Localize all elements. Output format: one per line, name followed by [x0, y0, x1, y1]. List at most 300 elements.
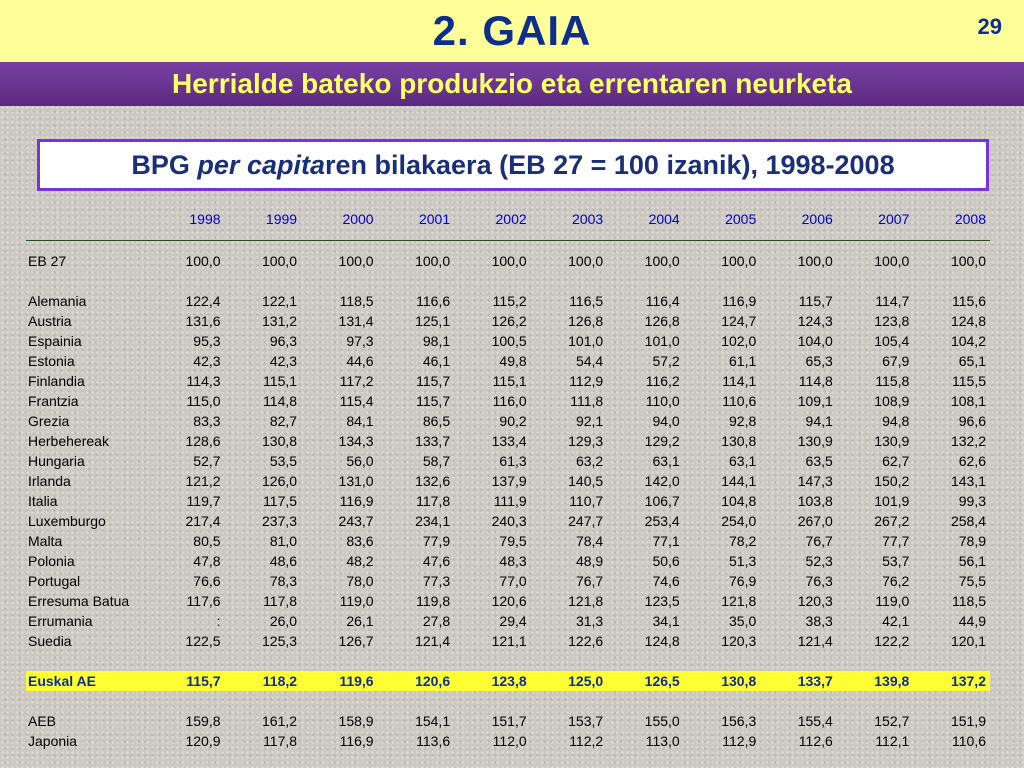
value-cell: 116,2	[645, 373, 680, 389]
value-cell: 61,1	[729, 353, 757, 369]
value-cell: 78,0	[346, 573, 374, 589]
value-cell: 114,1	[722, 373, 757, 389]
row-label: Japonia	[28, 733, 78, 749]
value-cell: 140,5	[568, 473, 604, 489]
value-cell: 132,6	[415, 473, 451, 489]
value-cell: 118,5	[339, 293, 374, 309]
year-header: 2002	[454, 208, 531, 241]
value-cell: 122,6	[568, 633, 604, 649]
value-cell: 117,2	[339, 373, 374, 389]
value-cell: 121,8	[721, 593, 757, 609]
value-cell: 123,8	[874, 313, 910, 329]
value-cell: 119,0	[339, 593, 374, 609]
row-label: Portugal	[28, 573, 81, 589]
value-cell: 159,8	[185, 713, 221, 729]
value-cell: 76,7	[805, 533, 833, 549]
value-cell: 144,1	[721, 473, 757, 489]
value-cell: 83,3	[193, 413, 221, 429]
value-cell: 121,2	[185, 473, 221, 489]
value-cell: 254,0	[721, 513, 757, 529]
value-cell: 112,1	[875, 733, 910, 749]
value-cell: 114,8	[263, 393, 298, 409]
table-row	[26, 311, 990, 331]
value-cell: :	[216, 613, 221, 629]
value-cell: 54,4	[575, 353, 604, 369]
value-cell: 115,8	[875, 373, 910, 389]
value-cell: 131,6	[185, 313, 221, 329]
value-cell: 126,2	[491, 313, 527, 329]
value-cell: 258,4	[950, 513, 986, 529]
value-cell: 121,4	[415, 633, 451, 649]
row-label: Hungaria	[28, 453, 85, 469]
value-cell: 63,1	[729, 453, 757, 469]
row-label: AEB	[28, 713, 57, 729]
value-cell: 119,8	[416, 593, 451, 609]
value-cell: 154,1	[415, 713, 451, 729]
value-cell: 217,4	[185, 513, 221, 529]
value-cell: 237,3	[262, 513, 298, 529]
value-cell: 114,8	[798, 373, 833, 389]
table-row	[26, 411, 990, 431]
value-cell: 243,7	[338, 513, 374, 529]
value-cell: 115,1	[263, 373, 298, 389]
value-cell: 113,6	[416, 733, 451, 749]
year-header: 2006	[760, 208, 837, 241]
year-header: 2001	[378, 208, 455, 241]
page-number: 29	[977, 14, 1002, 39]
value-cell: 112,9	[569, 373, 604, 389]
slide-subtitle: Herrialde bateko produkzio eta errentaren neurketa	[172, 68, 852, 99]
value-cell: 100,0	[721, 253, 757, 269]
value-cell: 52,3	[805, 553, 833, 569]
table-row	[26, 711, 990, 731]
value-cell: 115,0	[186, 393, 221, 409]
value-cell: 98,1	[422, 333, 451, 349]
value-cell: 104,0	[797, 333, 833, 349]
table-row	[26, 351, 990, 371]
value-cell: 117,5	[263, 493, 298, 509]
value-cell: 126,0	[262, 473, 298, 489]
table-row	[26, 571, 990, 591]
value-cell: 92,1	[575, 413, 604, 429]
value-cell: 56,1	[958, 553, 986, 569]
value-cell: 115,6	[952, 293, 986, 309]
table-title-prefix: BPG	[131, 150, 198, 180]
value-cell: 78,9	[958, 533, 986, 549]
row-label: Errumania	[28, 613, 93, 629]
value-cell: 124,3	[797, 313, 833, 329]
value-cell: 120,9	[185, 733, 221, 749]
value-cell: 125,0	[531, 671, 608, 691]
value-cell: 76,3	[805, 573, 833, 589]
value-cell: 44,9	[958, 613, 986, 629]
table-row	[26, 251, 990, 271]
value-cell: 82,7	[269, 413, 298, 429]
table-row	[26, 431, 990, 451]
value-cell: 100,0	[874, 253, 910, 269]
value-cell: 267,2	[874, 513, 910, 529]
value-cell: 46,1	[422, 353, 451, 369]
value-cell: 115,2	[492, 293, 527, 309]
row-label: Polonia	[28, 553, 75, 569]
value-cell: 110,6	[722, 393, 757, 409]
value-cell: 118,5	[952, 593, 986, 609]
value-cell: 111,8	[570, 393, 604, 409]
value-cell: 133,4	[491, 433, 527, 449]
table-row	[26, 391, 990, 411]
value-cell: 102,0	[721, 333, 757, 349]
row-label: EB 27	[28, 253, 67, 269]
value-cell: 121,4	[797, 633, 833, 649]
year-header: 1999	[225, 208, 302, 241]
value-cell: 92,8	[729, 413, 757, 429]
header-label-cell	[26, 208, 148, 241]
value-cell: 125,3	[262, 633, 298, 649]
table-row	[26, 591, 990, 611]
row-label: Finlandia	[28, 373, 85, 389]
value-cell: 76,6	[193, 573, 221, 589]
value-cell: 47,6	[422, 553, 451, 569]
spacer-row	[26, 271, 990, 291]
value-cell: 129,2	[644, 433, 680, 449]
row-label: Euskal AE	[26, 671, 148, 691]
value-cell: 56,0	[346, 453, 374, 469]
value-cell: 132,2	[950, 433, 986, 449]
value-cell: 118,2	[225, 671, 302, 691]
value-cell: 100,0	[338, 253, 374, 269]
value-cell: 100,0	[644, 253, 680, 269]
value-cell: 122,5	[185, 633, 221, 649]
value-cell: 156,3	[721, 713, 757, 729]
value-cell: 126,8	[644, 313, 680, 329]
value-cell: 79,5	[499, 533, 527, 549]
value-cell: 114,7	[875, 293, 910, 309]
value-cell: 99,3	[958, 493, 986, 509]
value-cell: 110,7	[569, 493, 604, 509]
row-label: Suedia	[28, 633, 72, 649]
value-cell: 112,2	[569, 733, 604, 749]
value-cell: 131,4	[338, 313, 374, 329]
slide-title: 2. GAIA	[432, 7, 592, 54]
value-cell: 83,6	[346, 533, 374, 549]
title-bar	[0, 0, 1024, 62]
value-cell: 129,3	[568, 433, 604, 449]
value-cell: 81,0	[269, 533, 298, 549]
value-cell: 29,4	[499, 613, 527, 629]
value-cell: 100,0	[491, 253, 527, 269]
table-row	[26, 731, 990, 751]
year-header-row	[26, 208, 990, 241]
row-label: Grezia	[28, 413, 70, 429]
value-cell: 120,3	[797, 593, 833, 609]
value-cell: 130,9	[797, 433, 833, 449]
value-cell: 103,8	[797, 493, 833, 509]
value-cell: 116,0	[492, 393, 527, 409]
value-cell: 115,7	[798, 293, 833, 309]
value-cell: 61,3	[499, 453, 527, 469]
value-cell: 101,0	[568, 333, 604, 349]
value-cell: 123,5	[644, 593, 680, 609]
table-title-italic: per capita	[197, 150, 325, 180]
value-cell: 109,1	[797, 393, 833, 409]
value-cell: 155,0	[644, 713, 680, 729]
value-cell: 130,9	[874, 433, 910, 449]
value-cell: 119,7	[186, 493, 221, 509]
table-row	[26, 511, 990, 531]
value-cell: 112,9	[722, 733, 757, 749]
subtitle-bar	[0, 62, 1024, 106]
value-cell: 117,8	[416, 493, 451, 509]
value-cell: 76,7	[575, 573, 604, 589]
spacer-row	[26, 651, 990, 671]
value-cell: 101,0	[644, 333, 680, 349]
value-cell: 120,1	[950, 633, 986, 649]
value-cell: 106,7	[644, 493, 680, 509]
value-cell: 100,5	[491, 333, 527, 349]
value-cell: 116,6	[416, 293, 451, 309]
value-cell: 116,4	[645, 293, 680, 309]
table-row	[26, 551, 990, 571]
row-label: Luxemburgo	[28, 513, 106, 529]
value-cell: 115,1	[492, 373, 527, 389]
value-cell: 96,6	[958, 413, 986, 429]
value-cell: 80,5	[193, 533, 221, 549]
value-cell: 100,0	[262, 253, 298, 269]
value-cell: 120,6	[378, 671, 455, 691]
value-cell: 124,7	[721, 313, 757, 329]
table-row	[26, 471, 990, 491]
value-cell: 77,7	[882, 533, 910, 549]
value-cell: 100,0	[797, 253, 833, 269]
value-cell: 125,1	[415, 313, 451, 329]
value-cell: 53,5	[269, 453, 298, 469]
value-cell: 152,7	[874, 713, 910, 729]
value-cell: 139,8	[837, 671, 914, 691]
value-cell: 90,2	[499, 413, 527, 429]
value-cell: 150,2	[874, 473, 910, 489]
value-cell: 96,3	[269, 333, 298, 349]
value-cell: 94,8	[882, 413, 910, 429]
value-cell: 253,4	[644, 513, 680, 529]
value-cell: 42,1	[882, 613, 910, 629]
value-cell: 27,8	[422, 613, 451, 629]
table-row	[26, 371, 990, 391]
value-cell: 126,8	[568, 313, 604, 329]
value-cell: 137,9	[491, 473, 527, 489]
row-label: Espainia	[28, 333, 82, 349]
value-cell: 110,6	[952, 733, 986, 749]
value-cell: 31,3	[575, 613, 604, 629]
gdp-table	[26, 208, 990, 751]
value-cell: 94,0	[652, 413, 680, 429]
value-cell: 112,0	[492, 733, 527, 749]
value-cell: 116,5	[569, 293, 604, 309]
value-cell: 115,4	[339, 393, 374, 409]
value-cell: 100,0	[415, 253, 451, 269]
value-cell: 48,9	[575, 553, 604, 569]
value-cell: 84,1	[346, 413, 374, 429]
value-cell: 116,9	[339, 733, 374, 749]
value-cell: 113,0	[645, 733, 680, 749]
value-cell: 75,5	[958, 573, 986, 589]
value-cell: 77,0	[499, 573, 527, 589]
value-cell: 100,0	[568, 253, 604, 269]
value-cell: 42,3	[193, 353, 221, 369]
value-cell: 42,3	[269, 353, 298, 369]
value-cell: 151,7	[491, 713, 527, 729]
row-label: Erresuma Batua	[28, 593, 130, 609]
year-header: 2008	[913, 208, 990, 241]
year-header: 1998	[148, 208, 225, 241]
table-row	[26, 631, 990, 651]
value-cell: 62,7	[882, 453, 910, 469]
value-cell: 115,7	[416, 373, 451, 389]
value-cell: 123,8	[454, 671, 531, 691]
table-row	[26, 531, 990, 551]
value-cell: 58,7	[422, 453, 451, 469]
table-title-suffix: ren bilakaera (EB 27 = 100 izanik), 1998-2008	[324, 150, 895, 180]
highlight-row	[26, 671, 990, 691]
value-cell: 49,8	[499, 353, 527, 369]
value-cell: 38,3	[805, 613, 833, 629]
value-cell: 44,6	[346, 353, 374, 369]
value-cell: 130,8	[684, 671, 761, 691]
value-cell: 126,5	[607, 671, 684, 691]
value-cell: 112,6	[798, 733, 833, 749]
value-cell: 100,0	[950, 253, 986, 269]
value-cell: 77,1	[652, 533, 680, 549]
value-cell: 124,8	[950, 313, 986, 329]
year-header: 2003	[531, 208, 608, 241]
value-cell: 104,2	[950, 333, 986, 349]
value-cell: 143,1	[950, 473, 986, 489]
value-cell: 122,4	[185, 293, 221, 309]
value-cell: 147,3	[797, 473, 833, 489]
value-cell: 77,9	[422, 533, 451, 549]
value-cell: 52,7	[193, 453, 221, 469]
value-cell: 101,9	[874, 493, 910, 509]
value-cell: 120,6	[491, 593, 527, 609]
row-label: Estonia	[28, 353, 75, 369]
value-cell: 111,9	[493, 493, 527, 509]
value-cell: 116,9	[722, 293, 757, 309]
value-cell: 134,3	[338, 433, 374, 449]
table-title-box	[37, 139, 989, 191]
value-cell: 131,0	[338, 473, 374, 489]
value-cell: 137,2	[913, 671, 990, 691]
value-cell: 124,8	[644, 633, 680, 649]
year-header: 2004	[607, 208, 684, 241]
value-cell: 65,1	[958, 353, 986, 369]
row-label: Herbehereak	[28, 433, 109, 449]
value-cell: 121,8	[568, 593, 604, 609]
value-cell: 67,9	[882, 353, 910, 369]
value-cell: 74,6	[652, 573, 680, 589]
table-row	[26, 611, 990, 631]
value-cell: 117,8	[263, 593, 298, 609]
value-cell: 97,3	[346, 333, 374, 349]
value-cell: 76,9	[729, 573, 757, 589]
value-cell: 128,6	[185, 433, 221, 449]
value-cell: 63,1	[652, 453, 680, 469]
value-cell: 53,7	[882, 553, 910, 569]
value-cell: 130,8	[262, 433, 298, 449]
value-cell: 247,7	[568, 513, 604, 529]
value-cell: 26,0	[269, 613, 298, 629]
spacer-row	[26, 241, 990, 252]
table-row	[26, 451, 990, 471]
value-cell: 35,0	[729, 613, 757, 629]
value-cell: 161,2	[262, 713, 298, 729]
row-label: Irlanda	[28, 473, 71, 489]
value-cell: 117,6	[186, 593, 221, 609]
row-label: Frantzia	[28, 393, 79, 409]
table-row	[26, 491, 990, 511]
year-header: 2007	[837, 208, 914, 241]
value-cell: 155,4	[797, 713, 833, 729]
value-cell: 115,5	[952, 373, 986, 389]
value-cell: 77,3	[422, 573, 451, 589]
value-cell: 234,1	[415, 513, 451, 529]
value-cell: 108,9	[874, 393, 910, 409]
value-cell: 78,3	[269, 573, 298, 589]
value-cell: 48,6	[269, 553, 298, 569]
value-cell: 110,0	[645, 393, 680, 409]
value-cell: 115,7	[148, 671, 225, 691]
value-cell: 48,3	[499, 553, 527, 569]
value-cell: 108,1	[950, 393, 986, 409]
value-cell: 142,0	[644, 473, 680, 489]
value-cell: 47,8	[193, 553, 221, 569]
value-cell: 76,2	[882, 573, 910, 589]
value-cell: 100,0	[185, 253, 221, 269]
value-cell: 63,5	[805, 453, 833, 469]
value-cell: 267,0	[797, 513, 833, 529]
value-cell: 158,9	[338, 713, 374, 729]
value-cell: 51,3	[729, 553, 757, 569]
table-row	[26, 291, 990, 311]
value-cell: 120,3	[721, 633, 757, 649]
value-cell: 240,3	[491, 513, 527, 529]
row-label: Italia	[28, 493, 58, 509]
value-cell: 131,2	[262, 313, 298, 329]
value-cell: 62,6	[958, 453, 986, 469]
value-cell: 78,2	[729, 533, 757, 549]
value-cell: 130,8	[721, 433, 757, 449]
value-cell: 65,3	[805, 353, 833, 369]
value-cell: 63,2	[575, 453, 604, 469]
value-cell: 133,7	[760, 671, 837, 691]
value-cell: 117,8	[263, 733, 298, 749]
year-header: 2005	[684, 208, 761, 241]
value-cell: 34,1	[652, 613, 680, 629]
value-cell: 126,7	[338, 633, 374, 649]
value-cell: 78,4	[575, 533, 604, 549]
value-cell: 122,2	[874, 633, 910, 649]
value-cell: 95,3	[193, 333, 221, 349]
value-cell: 116,9	[339, 493, 374, 509]
value-cell: 115,7	[416, 393, 451, 409]
value-cell: 86,5	[422, 413, 451, 429]
spacer-row	[26, 691, 990, 711]
value-cell: 104,8	[721, 493, 757, 509]
year-header: 2000	[301, 208, 378, 241]
value-cell: 153,7	[568, 713, 604, 729]
value-cell: 151,9	[950, 713, 986, 729]
value-cell: 48,2	[346, 553, 374, 569]
row-label: Malta	[28, 533, 63, 549]
value-cell: 114,3	[186, 373, 221, 389]
